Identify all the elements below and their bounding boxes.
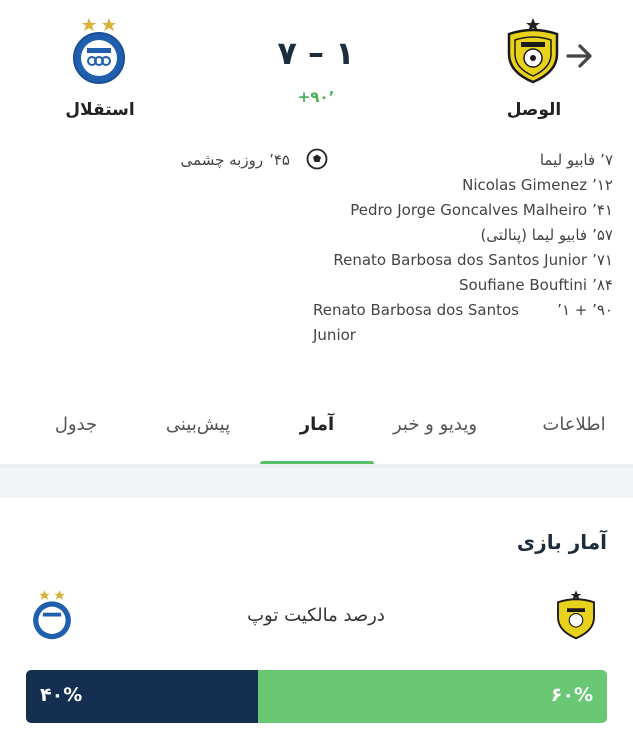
goal-event (313, 148, 613, 173)
away-team-logo-small (30, 590, 74, 644)
match-score: ۷ – ۱ (277, 34, 355, 72)
tab-info[interactable]: اطلاعات (542, 414, 606, 435)
goal-player[interactable]: فابیو لیما (539, 151, 596, 169)
goal-minute: ۹۰’ + ۱’ (557, 301, 613, 319)
match-tabs (0, 404, 633, 460)
arrow-right-icon (562, 38, 598, 74)
home-team-name[interactable]: الوصل (506, 100, 562, 120)
stats-title: آمار بازی (516, 530, 607, 554)
goal-player[interactable]: Renato Barbosa dos Santos Junior (333, 251, 588, 269)
match-status: +۹۰’ (297, 88, 335, 106)
goal-player[interactable]: روزبه چشمی (180, 151, 264, 169)
tab-stats[interactable]: آمار (299, 414, 335, 435)
home-goal-events (313, 148, 613, 348)
goal-player[interactable]: فابیو لیما (پنالتی) (480, 226, 588, 244)
back-button[interactable] (562, 38, 598, 74)
goal-event (313, 223, 613, 248)
tab-table[interactable]: جدول (54, 414, 98, 435)
goal-event (313, 173, 613, 198)
away-team-logo[interactable] (70, 18, 128, 88)
goal-event (313, 273, 613, 298)
tab-video-news[interactable]: ویدیو و خبر (392, 414, 478, 435)
goal-event (313, 198, 613, 223)
home-team-logo[interactable] (505, 18, 561, 88)
home-team-logo-small (555, 590, 597, 644)
away-goal-events (150, 148, 290, 173)
goal-event (313, 298, 613, 348)
possession-bar (26, 670, 607, 723)
goal-minute: ۱۲’ (592, 176, 613, 194)
tab-prediction[interactable]: پیش‌بینی (165, 414, 231, 435)
goal-minute: ۴۵’ (269, 151, 290, 169)
goal-minute: ۷’ (600, 151, 613, 169)
soccer-ball-icon (306, 148, 328, 170)
goal-minute: ۸۴’ (592, 276, 613, 294)
goal-event (150, 148, 290, 173)
away-team-name[interactable]: استقلال (65, 100, 135, 120)
goal-minute: ۴۱’ (592, 201, 613, 219)
section-divider (0, 464, 633, 468)
away-possession-value: ۴۰% (40, 684, 83, 706)
goal-player[interactable]: Soufiane Bouftini (459, 276, 588, 294)
goal-player[interactable]: Nicolas Gimenez (462, 176, 588, 194)
goal-player[interactable]: Pedro Jorge Goncalves Malheiro (350, 201, 588, 219)
goal-event (313, 248, 613, 273)
goal-minute: ۵۷’ (592, 226, 613, 244)
goal-minute: ۷۱’ (592, 251, 613, 269)
home-possession-value: ۶۰% (550, 684, 593, 706)
possession-label: درصد مالکیت توپ (247, 605, 385, 626)
goal-player[interactable]: Renato Barbosa dos Santos Junior (313, 301, 520, 344)
